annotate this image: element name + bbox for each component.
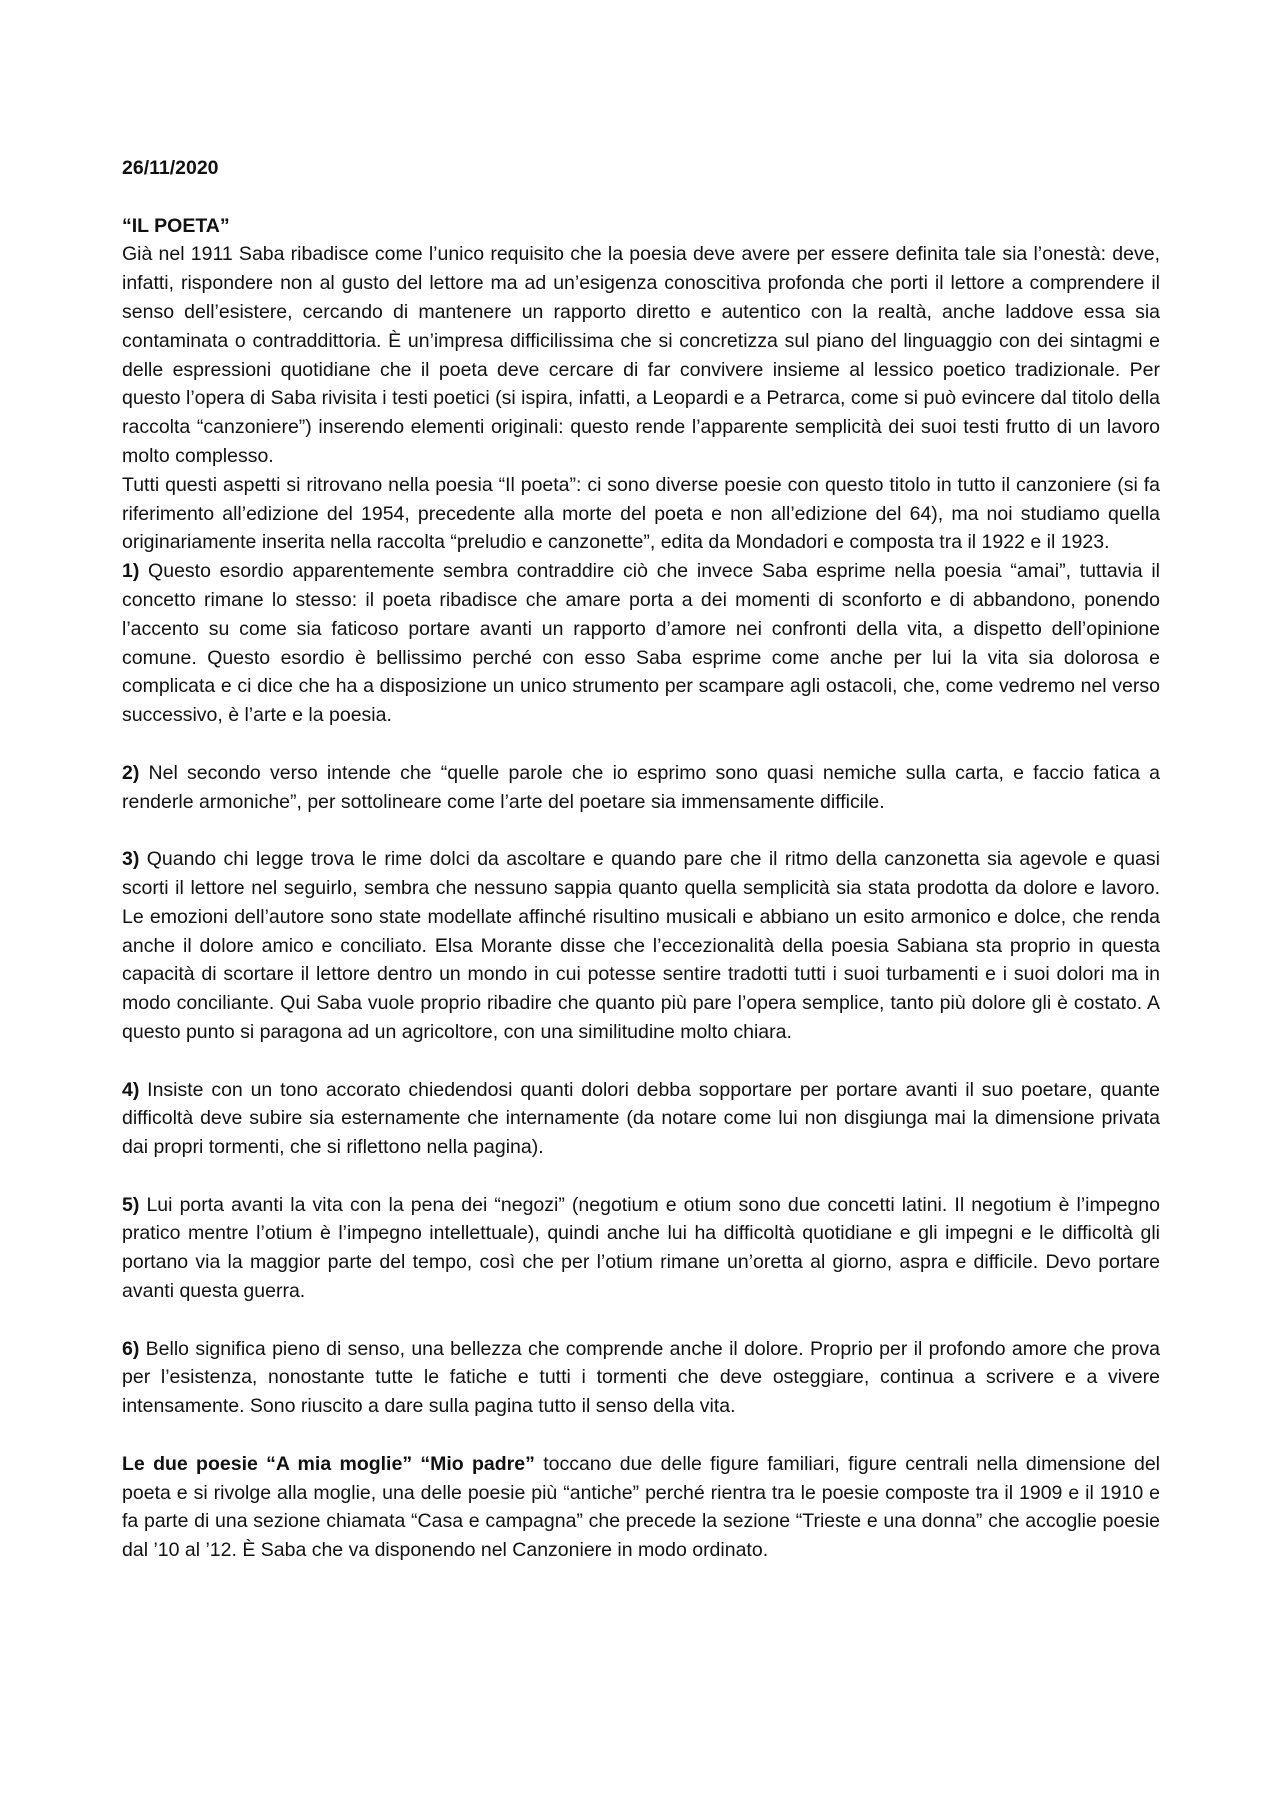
closing-bold-lead: Le due poesie “A mia moglie” “Mio padre”: [122, 1452, 535, 1475]
point-4: [122, 1076, 1160, 1162]
point-number: 2): [122, 761, 140, 784]
point-number: 3): [122, 848, 140, 871]
point-2: [122, 759, 1160, 817]
spacer: [122, 183, 1160, 212]
paragraph-gap: [122, 1162, 1160, 1191]
point-number: 4): [122, 1078, 140, 1101]
document-date: 26/11/2020: [122, 157, 219, 179]
paragraph-gap: [122, 816, 1160, 845]
paragraph-gap: [122, 1306, 1160, 1335]
point-text: Insiste con un tono accorato chiedendosi quanti dolori debba sopportare per portare avanti il suo poetare, quante difficoltà deve subire sia esternamente che internamente (da notare come lui non disgiunga mai la dimensione privata dai propri tormenti, che si riflettono nella pagina).: [122, 1078, 1160, 1159]
point-text: Quando chi legge trova le rime dolci da ascoltare e quando pare che il ritmo della canzonetta sia agevole e quasi scorti il lettore nel seguirlo, sembra che nessuno sappia quanto quella semplicità sia stata prodotta da dolore e lavoro. Le emozioni dell’autore sono state modellate affinché risultino musicali e abbiano un esito armonico e dolce, che renda anche il dolore amico e conciliato. Elsa Morante disse che l’eccezionalità della poesia Sabiana sta proprio in questa capacità di scortare il lettore dentro un mondo in cui potesse sentire tradotti tutti i suoi turbamenti e i suoi dolori ma in modo conciliante. Qui Saba vuole proprio ribadire che quanto più pare l’opera semplice, tanto più dolore gli è costato. A questo punto si paragona ad un agricoltore, con una similitudine molto chiara.: [122, 848, 1160, 1043]
point-number: 6): [122, 1337, 140, 1360]
point-text: Nel secondo verso intende che “quelle parole che io esprimo sono quasi nemiche sulla carta, e faccio fatica a renderle armoniche”, per sottolineare come l’arte del poetare sia immensamente difficile.: [122, 761, 1160, 813]
point-number: 1): [122, 560, 140, 583]
paragraph-gap: [122, 1047, 1160, 1076]
closing-text: toccano due delle figure familiari, figure centrali nella dimensione del poeta e si rivolge alla moglie, una delle poesie più “antiche” perché rientra tra le poesie composte tra il 1909 e il 1910 e fa parte di una sezione chiamata “Casa e campagna” che precede la sezione “Trieste e una donna” che accoglie poesie dal ’10 al ’12. È Saba che va disponendo nel Canzoniere in modo ordinato.: [122, 1452, 1160, 1562]
point-text: Bello significa pieno di senso, una bellezza che comprende anche il dolore. Proprio per il profondo amore che prova per l’esistenza, nonostante tutte le fatiche e tutti i tormenti che deve osteggiare, continua a scrivere e a vivere intensamente. Sono riuscito a dare sulla pagina tutto il senso della vita.: [122, 1337, 1160, 1418]
point-5: [122, 1191, 1160, 1306]
intro-paragraph-1: Già nel 1911 Saba ribadisce come l’unico requisito che la poesia deve avere per essere definita tale sia l’onestà: deve, infatti, rispondere non al gusto del lettore ma ad un’esigenza conoscitiva profonda che porti il lettore a comprendere il senso dell’esistere, cercando di mantenere un rapporto diretto e autentico con la realtà, anche laddove essa sia contaminata o contraddittoria. È un’impresa difficilissima che si concretizza sul piano del linguaggio con dei sintagmi e delle espressioni quotidiane che il poeta deve cercare di far convivere insieme al lessico poetico tradizionale. Per questo l’opera di Saba rivisita i testi poetici (si ispira, infatti, a Leopardi e a Petrarca, come si può evincere dal titolo della raccolta “canzoniere”) inserendo elementi originali: questo rende l’apparente semplicità dei suoi testi frutto di un lavoro molto complesso.: [122, 243, 1160, 467]
paragraph-gap: [122, 730, 1160, 759]
document-title: “IL POETA”: [122, 214, 230, 237]
point-3: [122, 845, 1160, 1047]
point-number: 5): [122, 1193, 140, 1216]
point-6: [122, 1335, 1160, 1421]
intro-paragraph-2: Tutti questi aspetti si ritrovano nella poesia “Il poeta”: ci sono diverse poesie con questo titolo in tutto il canzoniere (si fa riferimento all’edizione del 1954, precedente alla morte del poeta e non all’edizione del 64), ma noi studiamo quella originariamente inserita nella raccolta “preludio e canzonette”, edita da Mondadori e composta tra il 1922 e il 1923.: [122, 473, 1160, 554]
point-text: Questo esordio apparentemente sembra contraddire ciò che invece Saba esprime nella poesia “amai”, tuttavia il concetto rimane lo stesso: il poeta ribadisce che amare porta a dei momenti di sconforto e di abbandono, ponendo l’accento su come sia faticoso portare avanti un rapporto d’amore nei confronti della vita, a dispetto dell’opinione comune. Questo esordio è bellissimo perché con esso Saba esprime come anche per lui la vita sia dolorosa e complicata e ci dice che ha a disposizione un unico strumento per scampare agli ostacoli, che, come vedremo nel verso successivo, è l’arte e la poesia.: [122, 560, 1160, 727]
closing-paragraph: [122, 1450, 1160, 1565]
paragraph-gap: [122, 1421, 1160, 1450]
document-body: [122, 154, 1160, 1565]
point-1: [122, 557, 1160, 730]
point-text: Lui porta avanti la vita con la pena dei “negozi” (negotium e otium sono due concetti latini. Il negotium è l’impegno pratico mentre l’otium è l’impegno intellettuale), quindi anche lui ha difficoltà quotidiane e gli impegni e le difficoltà gli portano via la maggior parte del tempo, così che per l’otium rimane un’oretta al giorno, aspra e difficile. Devo portare avanti questa guerra.: [122, 1193, 1160, 1303]
